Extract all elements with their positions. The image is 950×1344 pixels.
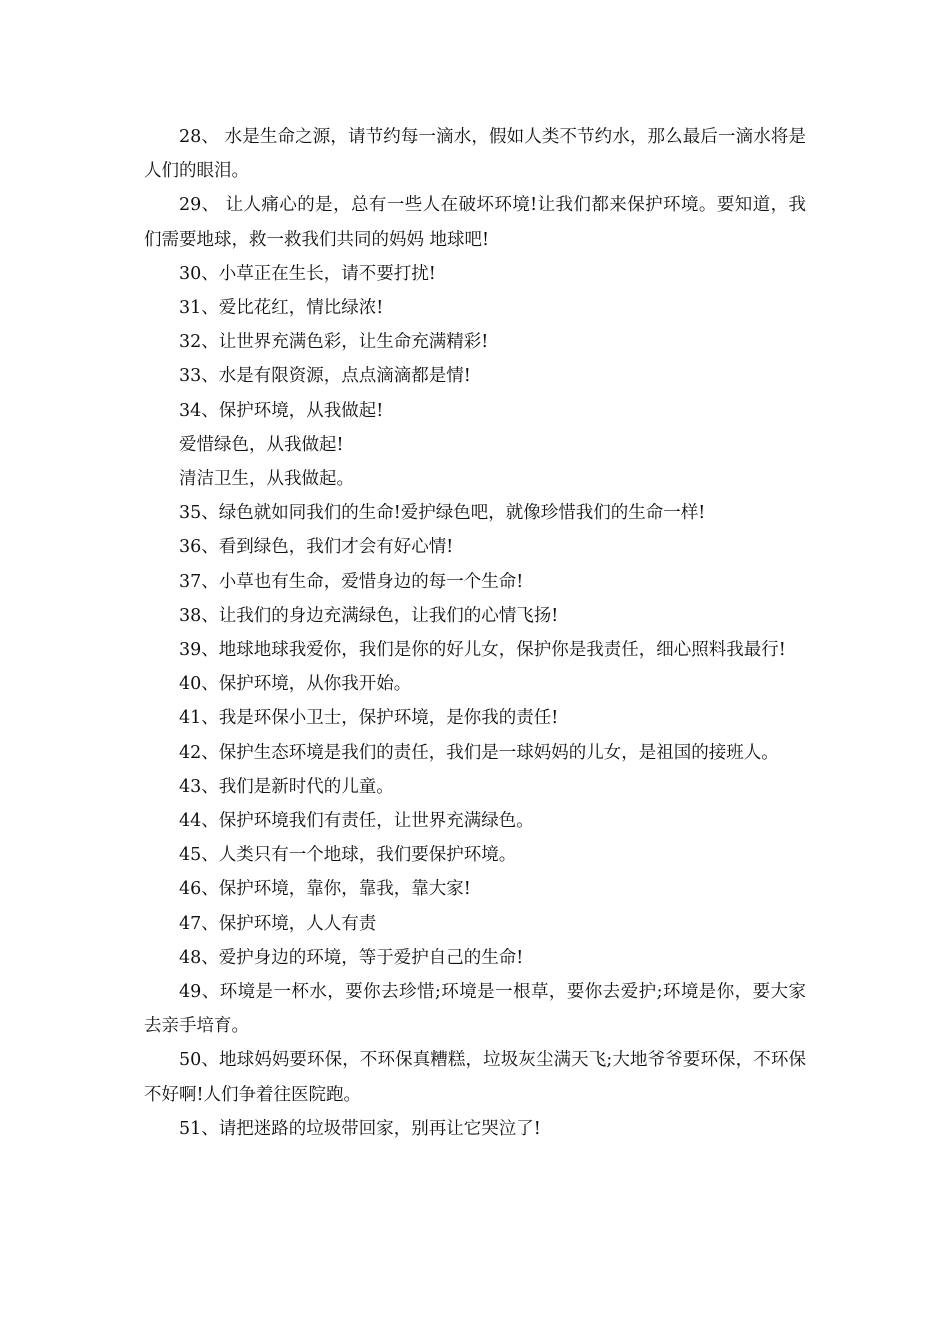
paragraph-36: 36、看到绿色，我们才会有好心情! xyxy=(179,537,454,558)
paragraph-34-line-3: 清洁卫生，从我做起。 xyxy=(179,469,354,490)
document-body xyxy=(144,120,806,1146)
paragraph-34: 34、保护环境，从我做起! xyxy=(179,400,384,421)
paragraph-49: 49、环境是一杯水，要你去珍惜;环境是一根草，要你去爱护;环境是你，要大家去亲手培育。 xyxy=(144,982,806,1037)
paragraph-50: 50、地球妈妈要环保，不环保真糟糕，垃圾灰尘满天飞;大地爷爷要环保，不环保不好啊!人们争着往医院跑。 xyxy=(144,1050,806,1105)
paragraph-31: 31、爱比花红，情比绿浓! xyxy=(179,298,384,319)
paragraph-42: 42、保护生态环境是我们的责任，我们是一球妈妈的儿女，是祖国的接班人。 xyxy=(179,742,779,763)
paragraph-45: 45、人类只有一个地球，我们要保护环境。 xyxy=(179,845,517,866)
paragraph-33: 33、水是有限资源，点点滴滴都是情! xyxy=(179,366,471,387)
paragraph-38: 38、让我们的身边充满绿色，让我们的心情飞扬! xyxy=(179,605,559,626)
paragraph-40: 40、保护环境，从你我开始。 xyxy=(179,674,412,695)
paragraph-46: 46、保护环境，靠你，靠我，靠大家! xyxy=(179,879,471,900)
paragraph-34-line-2: 爱惜绿色，从我做起! xyxy=(179,434,344,455)
paragraph-48: 48、爱护身边的环境，等于爱护自己的生命! xyxy=(179,947,524,968)
paragraph-37: 37、小草也有生命，爱惜身边的每一个生命! xyxy=(179,571,524,592)
paragraph-39: 39、地球地球我爱你，我们是你的好儿女，保护你是我责任，细心照料我最行! xyxy=(179,640,786,661)
paragraph-35: 35、绿色就如同我们的生命!爱护绿色吧，就像珍惜我们的生命一样! xyxy=(179,503,706,524)
paragraph-44: 44、保护环境我们有责任，让世界充满绿色。 xyxy=(179,811,534,832)
paragraph-51: 51、请把迷路的垃圾带回家，别再让它哭泣了! xyxy=(179,1118,541,1139)
paragraph-41: 41、我是环保小卫士，保护环境，是你我的责任! xyxy=(179,708,559,729)
paragraph-29: 29、 让人痛心的是，总有一些人在破坏环境!让我们都来保护环境。要知道，我们需要地球，救一救我们共同的妈妈 地球吧! xyxy=(144,195,806,250)
paragraph-47: 47、保护环境，人人有责 xyxy=(179,913,377,934)
paragraph-32: 32、让世界充满色彩，让生命充满精彩! xyxy=(179,332,489,353)
paragraph-43: 43、我们是新时代的儿童。 xyxy=(179,776,394,797)
paragraph-28: 28、 水是生命之源，请节约每一滴水，假如人类不节约水，那么最后一滴水将是人们的眼泪。 xyxy=(144,127,806,182)
paragraph-30: 30、小草正在生长，请不要打扰! xyxy=(179,263,436,284)
